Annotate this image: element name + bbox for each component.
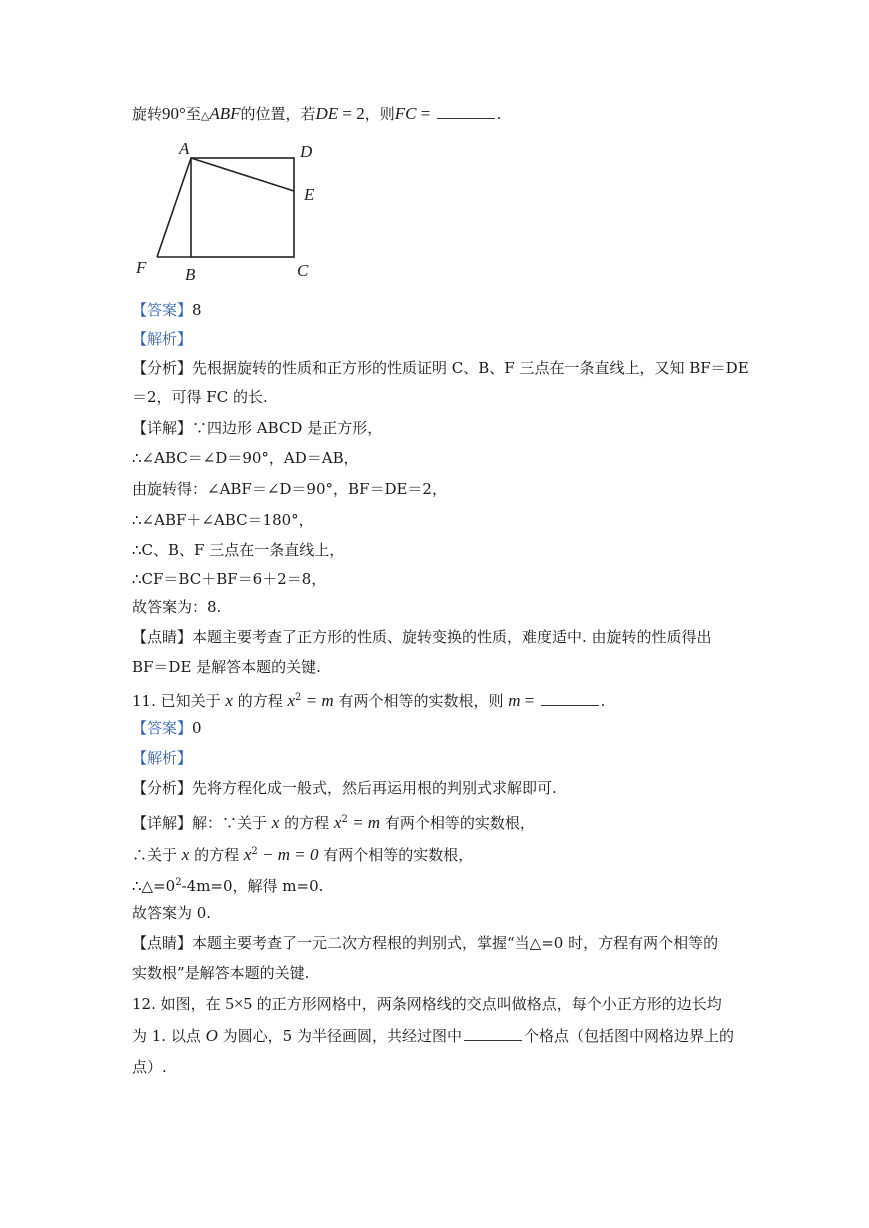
q11-xiangjie <box>132 810 535 833</box>
q10-stem-text: ，则 <box>364 105 395 123</box>
answer-tag: 【答案】 <box>132 719 193 737</box>
xiangjie-text: 有两个相等的实数根， <box>380 814 535 832</box>
q11-conclusion <box>132 903 211 923</box>
point-o: O <box>205 1026 218 1045</box>
q10-step-5 <box>132 569 326 589</box>
dianjing-text: BF＝DE 是解答本题的关键. <box>132 658 321 676</box>
q10-abf: ABF <box>209 104 241 123</box>
label-f: F <box>136 258 147 277</box>
answer-blank <box>437 104 495 119</box>
step-text: 的方程 <box>189 846 244 864</box>
segment-af <box>157 158 191 257</box>
q10-end: . <box>496 105 502 123</box>
q10-stem-text: 至 <box>185 105 201 123</box>
var-x: x <box>181 845 190 864</box>
dianjing-text: 实数根”是解答本题的关键. <box>132 964 310 982</box>
q11-eq: = m <box>301 691 334 710</box>
answer-tag: 【答案】 <box>132 301 193 319</box>
dianjing-text: 本题主要考查了一元二次方程根的判别式，掌握“当△=0 时，方程有两个相等的 <box>192 934 719 952</box>
q10-fenxi-2 <box>132 387 268 407</box>
q12-text: 点）. <box>132 1058 167 1076</box>
xiangjie-text: ∵四边形 ABCD 是正方形， <box>192 419 383 437</box>
fenxi-text: 先将方程化成一般式，然后再运用根的判别式求解即可. <box>192 779 557 797</box>
q11-analysis-heading <box>132 748 192 768</box>
q12-line-1 <box>132 994 722 1014</box>
q12-text: 的正方形网格中，两条网格线的交点叫做格点，每个小正方形的边长均 <box>252 995 722 1013</box>
answer-blank <box>464 1026 522 1041</box>
q11-fenxi <box>132 778 557 798</box>
fenxi-text: 先根据旋转的性质和正方形的性质证明 C、B、F 三点在一条直线上，又知 BF＝DE <box>192 359 749 377</box>
q10-step-4 <box>132 540 344 560</box>
q12-line-2 <box>132 1026 734 1046</box>
step-text: ∴∠ABF＋∠ABC＝180°， <box>132 511 314 529</box>
question-number: 12. <box>132 995 156 1013</box>
dianjing-text: 本题主要考查了正方形的性质、旋转变换的性质，难度适中. 由旋转的性质得出 <box>192 628 712 646</box>
var-x: x <box>287 691 296 710</box>
var-x: x <box>243 845 252 864</box>
exponent: 2 <box>295 692 302 703</box>
q11-step-2 <box>132 842 473 865</box>
answer-value: 0 <box>192 719 202 737</box>
q10-stem <box>132 104 501 126</box>
q12-text: 个格点（包括图中网格边界上的 <box>524 1027 735 1045</box>
q11-stem <box>132 688 605 711</box>
q11-dianjing-1 <box>132 933 718 953</box>
exponent: 2 <box>341 814 348 825</box>
grid-size: 5×5 <box>225 994 252 1013</box>
q12-line-3 <box>132 1057 167 1077</box>
question-number: 11. <box>132 692 156 710</box>
q10-step-2 <box>132 479 447 499</box>
q10-analysis-heading <box>132 329 192 349</box>
q12-text: 为圆心，5 为半径画圆，共经过图中 <box>217 1027 462 1045</box>
fenxi-tag: 【分析】 <box>132 779 193 797</box>
xiangjie-tag: 【详解】 <box>132 814 193 832</box>
q10-fenxi-1 <box>132 358 749 378</box>
equation: − m = 0 <box>257 845 319 864</box>
equation: = m <box>347 813 381 832</box>
q10-dianjing-1 <box>132 627 712 647</box>
q10-step-3 <box>132 510 314 530</box>
step-text: ∴CF＝BC＋BF＝6＋2＝8， <box>132 570 327 588</box>
q10-angle: 90° <box>162 104 186 123</box>
q10-step-1 <box>132 448 359 468</box>
q11-eq2: = <box>520 691 539 710</box>
analysis-tag: 【解析】 <box>132 330 193 348</box>
label-c: C <box>297 261 309 280</box>
q10-eq: = 2 <box>338 104 365 123</box>
q11-stem-text: 的方程 <box>232 692 288 710</box>
step-text: ∴∠ABC＝∠D＝90°，AD＝AB， <box>132 449 359 467</box>
var-m: m <box>508 691 521 710</box>
q10-xiangjie <box>132 418 382 438</box>
q11-answer <box>132 718 202 738</box>
q10-answer <box>132 300 202 320</box>
answer-value: 8 <box>192 301 202 319</box>
q11-step-3 <box>132 873 323 896</box>
fenxi-text: ＝2，可得 FC 的长. <box>132 388 268 406</box>
fenxi-tag: 【分析】 <box>132 359 193 377</box>
exponent: 2 <box>175 877 182 888</box>
step-text: 有两个相等的实数根， <box>318 846 474 864</box>
q12-text: 如图，在 <box>155 995 226 1013</box>
segment-ae <box>191 158 294 191</box>
dianjing-tag: 【点睛】 <box>132 934 193 952</box>
square-abcd <box>191 158 294 257</box>
q10-stem-text: 的位置，若 <box>240 105 316 123</box>
q11-stem-text: 已知关于 <box>155 692 226 710</box>
step-text: -4m=0，解得 m=0. <box>181 877 324 895</box>
q11-dianjing-2 <box>132 963 309 983</box>
var-x: x <box>225 691 233 710</box>
answer-blank <box>541 691 599 706</box>
label-d: D <box>300 142 313 161</box>
step-text: ∴C、B、F 三点在一条直线上， <box>132 541 345 559</box>
label-b: B <box>185 265 196 284</box>
conclusion-text: 故答案为：8. <box>132 598 222 616</box>
triangle-symbol: △ <box>200 109 210 122</box>
label-a: A <box>179 139 190 158</box>
exponent: 2 <box>251 846 258 857</box>
step-text: 由旋转得：∠ABF＝∠D＝90°，BF＝DE＝2， <box>132 480 447 498</box>
xiangjie-text: 解：∵关于 <box>192 814 272 832</box>
q10-de: DE <box>315 104 339 123</box>
q10-fc: FC <box>394 104 417 123</box>
q12-text: 为 1. 以点 <box>132 1027 206 1045</box>
var-x: x <box>271 813 280 832</box>
q11-end: . <box>600 692 606 710</box>
step-text: ∴关于 <box>132 846 182 864</box>
q10-stem-text: 旋转 <box>132 105 163 123</box>
q10-conclusion <box>132 597 221 617</box>
analysis-tag: 【解析】 <box>132 749 193 767</box>
step-text: ∴△=0 <box>132 877 176 895</box>
var-x: x <box>333 813 342 832</box>
q10-eq2: = <box>416 104 435 123</box>
q10-dianjing-2 <box>132 657 321 677</box>
dianjing-tag: 【点睛】 <box>132 628 193 646</box>
conclusion-text: 故答案为 0. <box>132 904 212 922</box>
xiangjie-tag: 【详解】 <box>132 419 193 437</box>
label-e: E <box>304 185 315 204</box>
q11-stem-text: 有两个相等的实数根，则 <box>333 692 509 710</box>
square-rotation-figure <box>130 138 330 288</box>
xiangjie-text: 的方程 <box>279 814 334 832</box>
